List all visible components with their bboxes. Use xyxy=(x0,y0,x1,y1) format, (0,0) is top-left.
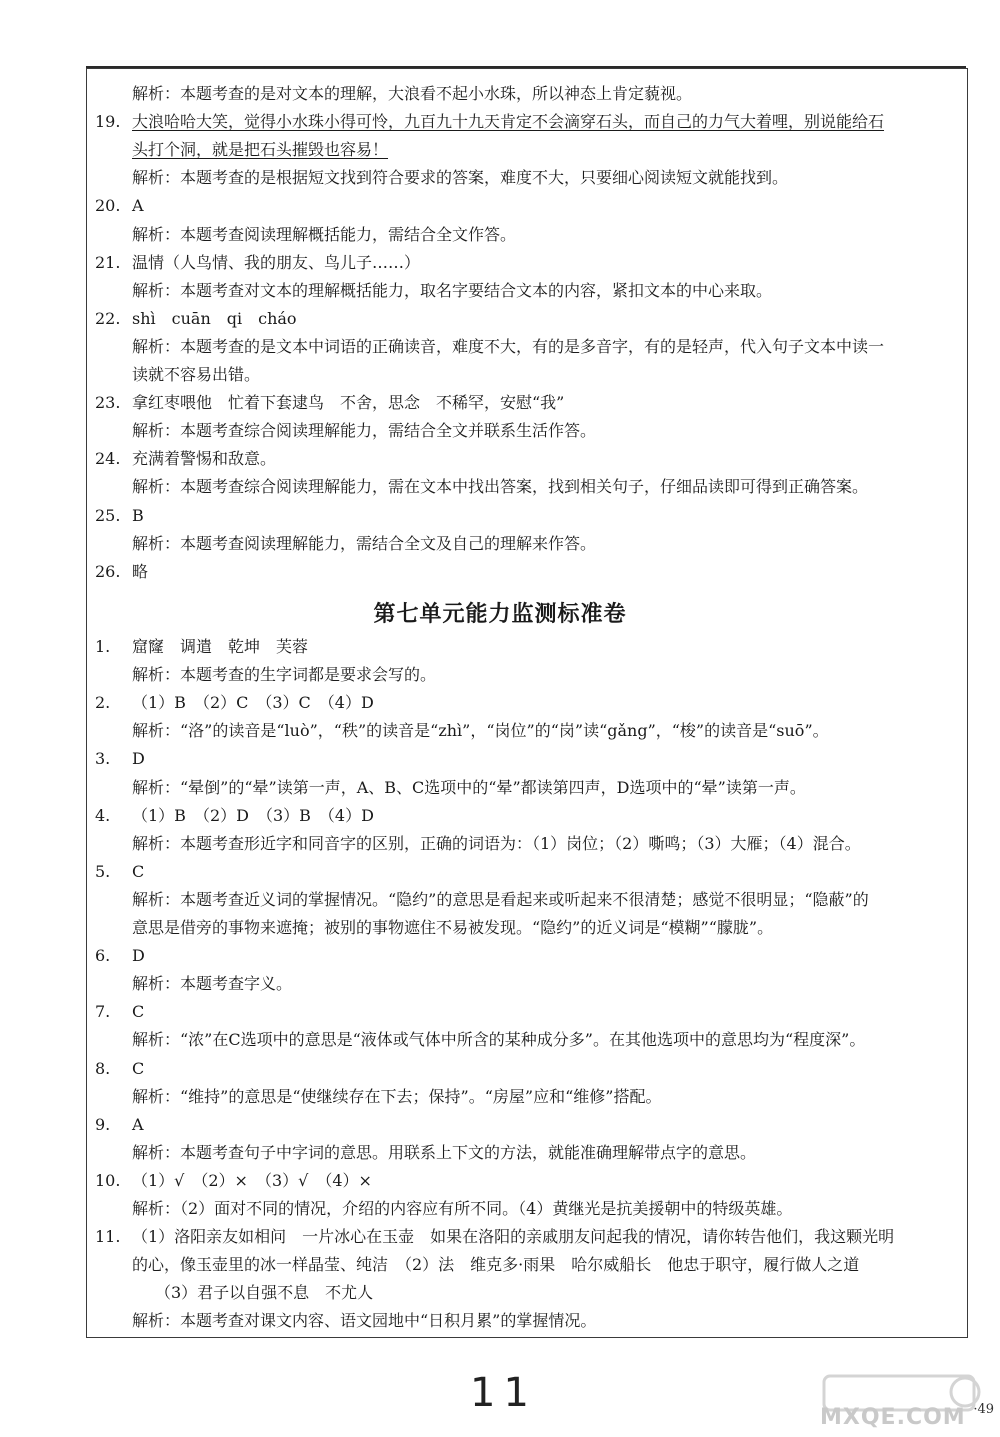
question-number: 20. xyxy=(95,196,121,216)
explanation-text: 解析：本题考查近义词的掌握情况。“隐约”的意思是看起来或听起来不很清楚；感觉不很明显；“隐蔽”的 xyxy=(132,889,869,909)
answer-text: D xyxy=(132,749,145,769)
question-number: 9. xyxy=(95,1114,111,1134)
answer-text: 略 xyxy=(132,561,149,581)
question-number: 8. xyxy=(95,1058,111,1078)
answer-text: C xyxy=(132,1002,145,1022)
section-title: 第七单元能力监测标准卷 xyxy=(373,601,627,627)
explanation-text: 的心，像玉壶里的冰一样晶莹、纯洁 （2）法 维克多·雨果 哈尔威船长 他忠于职守，履行做人之道 xyxy=(132,1255,860,1275)
question-number: 23. xyxy=(95,393,121,413)
answer-text: shì cuān qi cháo xyxy=(132,308,297,328)
answer-text: B xyxy=(132,505,144,525)
question-number: 22. xyxy=(95,308,121,328)
watermark-text: MXQE.COM xyxy=(820,1405,966,1430)
question-number: 25. xyxy=(95,505,121,525)
explanation-text: 解析：本题考查综合阅读理解能力，需结合全文并联系生活作答。 xyxy=(132,421,597,441)
answer-text: 温情（人鸟情、我的朋友、鸟儿子……） xyxy=(132,252,421,272)
explanation-text: 解析：“维持”的意思是“使继续存在下去；保持”。“房屋”应和“维修”搭配。 xyxy=(132,1086,662,1106)
explanation-text: 解析：（2）面对不同的情况，介绍的内容应有所不同。（4）黄继光是抗美援朝中的特级英雄。 xyxy=(132,1199,793,1218)
question-number: 11. xyxy=(95,1227,121,1247)
answer-text: A xyxy=(132,196,144,216)
answer-text: 大浪哈哈大笑，觉得小水珠小得可怜，九百九十九天肯定不会滴穿石头，而自己的力气大着哩，别说能给石 xyxy=(132,112,885,132)
question-number: 21. xyxy=(95,252,121,272)
answer-text: （1）√ （2）× （3）√ （4）× xyxy=(132,1170,372,1190)
question-number: 6. xyxy=(95,946,111,966)
explanation-text: （3）君子以自强不息 不尤人 xyxy=(155,1283,374,1303)
question-number: 3. xyxy=(95,749,111,769)
question-number: 26. xyxy=(95,561,121,581)
answer-text: 充满着警惕和敌意。 xyxy=(132,449,277,469)
question-number: 10. xyxy=(95,1170,121,1190)
question-number: 5. xyxy=(95,861,111,881)
explanation-text: 解析：“洛”的读音是“luò”，“秩”的读音是“zhì”，“岗位”的“岗”读“gǎng”，“梭”的读音是“suō”。 xyxy=(132,721,829,741)
explanation-text: 解析：本题考查阅读理解概括能力，需结合全文作答。 xyxy=(132,224,517,244)
answer-text: C xyxy=(132,1058,145,1078)
answer-text: （1）洛阳亲友如相问 一片冰心在玉壶 如果在洛阳的亲戚朋友问起我的情况，请你转告他们，我这颗光明 xyxy=(132,1227,895,1247)
explanation-text: 解析：本题考查的是对文本的理解，大浪看不起小水珠，所以神态上肯定藐视。 xyxy=(132,84,693,103)
page-number: ·49 xyxy=(973,1402,994,1417)
explanation-text: 解析：本题考查的是文本中词语的正确读音，难度不大，有的是多音字，有的是轻声，代入句子文本中读一 xyxy=(132,336,885,356)
explanation-text: 解析：本题考查对文本的理解概括能力，取名字要结合文本的内容，紧扣文本的中心来取。 xyxy=(132,280,773,300)
explanation-text: 解析：本题考查对课文内容、语文园地中“日积月累”的掌握情况。 xyxy=(132,1311,597,1331)
explanation-text: 解析：“晕倒”的“晕”读第一声，A、B、C选项中的“晕”都读第四声，D选项中的“晕”读第一声。 xyxy=(132,777,806,797)
question-number: 19. xyxy=(95,112,121,132)
explanation-text: 解析：“浓”在C选项中的意思是“液体或气体中所含的某种成分多”。在其他选项中的意思均为“程度深”。 xyxy=(132,1030,866,1050)
explanation-text: 意思是借旁的事物来遮掩；被别的事物遮住不易被发现。“隐约”的近义词是“模糊”“朦胧”。 xyxy=(132,918,774,937)
answer-text: C xyxy=(132,861,145,881)
handwritten-page-mark: 11 xyxy=(470,1370,537,1416)
explanation-text: 解析：本题考查综合阅读理解能力，需在文本中找出答案，找到相关句子，仔细品读即可得到正确答案。 xyxy=(132,477,869,497)
question-number: 24. xyxy=(95,449,121,469)
answer-text: （1）B （2）D （3）B （4）D xyxy=(132,805,374,825)
question-number: 1. xyxy=(95,637,111,656)
answer-text: 拿红枣喂他 忙着下套逮鸟 不舍，思念 不稀罕，安慰“我” xyxy=(132,393,565,413)
explanation-text: 解析：本题考查字义。 xyxy=(132,974,293,994)
explanation-text: 头打个洞，就是把石头摧毁也容易！ xyxy=(132,140,389,160)
answer-text: A xyxy=(132,1114,144,1134)
explanation-text: 解析：本题考查形近字和同音字的区别，正确的词语为：（1）岗位；（2）嘶鸣；（3）大雁；（4）混合。 xyxy=(132,833,861,853)
question-number: 4. xyxy=(95,805,111,825)
answer-text: D xyxy=(132,946,145,966)
explanation-text: 解析：本题考查的是根据短文找到符合要求的答案，难度不大，只要细心阅读短文就能找到。 xyxy=(132,168,789,188)
explanation-text: 读就不容易出错。 xyxy=(132,365,261,384)
answer-text: （1）B （2）C （3）C （4）D xyxy=(132,693,374,713)
question-number: 2. xyxy=(95,693,111,713)
answer-text: 窟窿 调遣 乾坤 芙蓉 xyxy=(132,637,309,656)
explanation-text: 解析：本题考查阅读理解能力，需结合全文及自己的理解来作答。 xyxy=(132,533,597,553)
explanation-text: 解析：本题考查句子中字词的意思。用联系上下文的方法，就能准确理解带点字的意思。 xyxy=(132,1142,757,1162)
question-number: 7. xyxy=(95,1002,111,1022)
explanation-text: 解析：本题考查的生字词都是要求会写的。 xyxy=(132,665,437,685)
